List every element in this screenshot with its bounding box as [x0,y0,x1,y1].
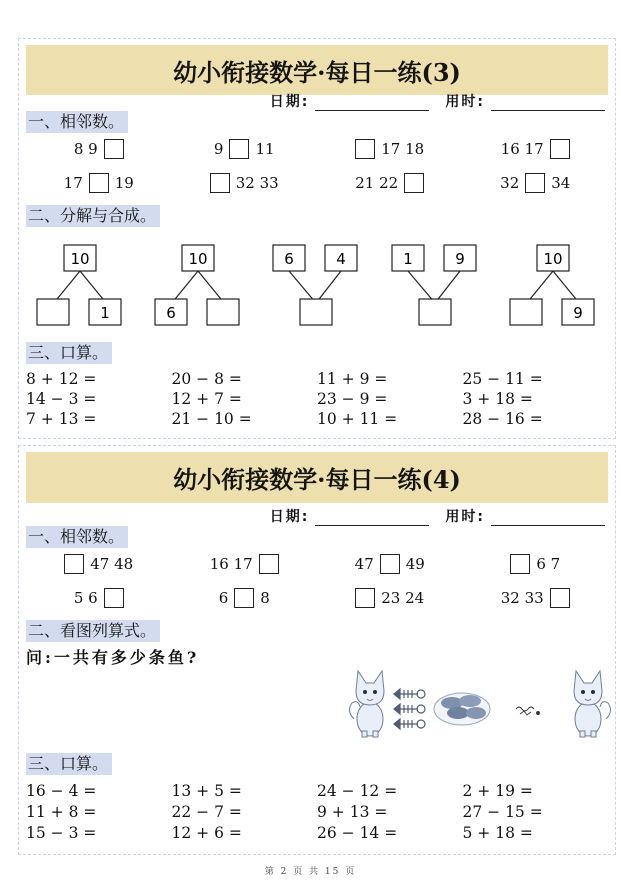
answer-box[interactable] [550,588,570,608]
section-label-mental-math: 三、口算。 [26,753,112,775]
svg-text:10: 10 [188,250,208,268]
adjacent-row [26,586,608,610]
section-label-picture: 二、看图列算式。 [26,620,160,642]
fish-scraps-icon [516,707,540,715]
adjacent-item: 23 24 [317,586,463,610]
adjacent-row [26,552,608,576]
adjacent-row [26,171,608,195]
adjacent-item: 16 17 [172,552,318,576]
date-field[interactable] [315,510,429,526]
fish-bone-icon [394,689,425,729]
calc-item: 16 − 4 = [26,782,97,800]
calc-item: 24 − 12 = [317,782,398,800]
section-label-decompose: 二、分解与合成。 [26,205,160,227]
calc-item: 7 + 13 = [26,410,97,428]
date-field[interactable] [315,95,429,111]
svg-text:9: 9 [573,304,583,322]
number-tree [153,243,243,327]
time-label: 用时: [445,509,485,525]
adjacent-item: 9 11 [213,140,275,158]
answer-box[interactable] [525,173,545,193]
calc-item: 8 + 12 = [26,370,97,388]
calc-item: 3 + 18 = [462,390,533,408]
time-field[interactable] [491,95,605,111]
fish-picture [344,661,614,741]
adjacent-item: 47 49 [354,555,425,573]
calc-row [26,781,608,801]
adjacent-item: 17 19 [63,174,134,192]
calc-item: 11 + 8 = [26,803,97,821]
page-footer: 第 2 页 共 15 页 [264,867,357,877]
picture-question: 问:一共有多少条鱼? [26,648,200,667]
calc-item: 9 + 13 = [317,803,388,821]
meta-row [270,91,605,111]
answer-box[interactable] [229,139,249,159]
adjacent-item: 32 33 [172,171,318,195]
decompose-trees [19,243,617,327]
answer-box[interactable] [104,588,124,608]
svg-text:4: 4 [336,250,346,268]
worksheet-4 [18,445,616,855]
answer-box[interactable] [234,588,254,608]
calc-item: 20 − 8 = [171,370,242,388]
svg-text:1: 1 [100,304,110,322]
calc-row [26,823,608,843]
meta-row [270,506,605,526]
calc-row [26,389,608,409]
calc-item: 10 + 11 = [317,410,398,428]
calc-item: 25 − 11 = [462,370,543,388]
answer-box[interactable] [64,554,84,574]
worksheet-3 [18,38,616,439]
answer-box[interactable] [550,139,570,159]
calc-item: 2 + 19 = [462,782,533,800]
answer-box[interactable] [89,173,109,193]
svg-text:6: 6 [284,250,294,268]
cat-icon [574,671,611,737]
calc-item: 14 − 3 = [26,390,97,408]
adjacent-row [26,137,608,161]
answer-box[interactable] [380,554,400,574]
calc-row [26,409,608,429]
svg-text:9: 9 [455,250,465,268]
answer-box[interactable] [104,139,124,159]
svg-text:6: 6 [166,304,176,322]
number-tree [271,243,361,327]
number-tree [390,243,480,327]
time-label: 用时: [445,94,485,110]
worksheet-title: 幼小衔接数学·每日一练(4) [26,452,608,503]
date-label: 日期: [269,94,310,110]
answer-box[interactable] [210,173,230,193]
adjacent-item: 6 8 [218,589,270,607]
section-label-adjacent: 一、相邻数。 [26,111,128,133]
number-tree [35,243,125,327]
svg-text:10: 10 [543,250,563,268]
calc-item: 22 − 7 = [171,803,242,821]
calc-item: 11 + 9 = [317,370,388,388]
adjacent-item: 5 6 [26,586,172,610]
adjacent-item: 21 22 [317,171,463,195]
section-label-adjacent: 一、相邻数。 [26,526,128,548]
date-label: 日期: [269,509,310,525]
adjacent-item: 6 7 [463,552,609,576]
adjacent-item: 16 17 [463,137,609,161]
adjacent-item: 47 48 [26,552,172,576]
calc-item: 27 − 15 = [462,803,543,821]
adjacent-item: 8 9 [26,137,172,161]
worksheet-title: 幼小衔接数学·每日一练(3) [26,45,608,95]
answer-box[interactable] [404,173,424,193]
calc-item: 21 − 10 = [171,410,252,428]
calc-item: 13 + 5 = [171,782,242,800]
answer-box[interactable] [259,554,279,574]
answer-box[interactable] [355,139,375,159]
adjacent-item: 32 34 [500,174,571,192]
adjacent-item: 17 18 [317,137,463,161]
answer-box[interactable] [355,588,375,608]
calc-item: 15 − 3 = [26,824,97,842]
time-field[interactable] [491,510,605,526]
svg-text:1: 1 [403,250,413,268]
calc-item: 23 − 9 = [317,390,388,408]
answer-box[interactable] [510,554,530,574]
cat-icon [349,671,384,737]
number-tree [508,243,598,327]
fish-plate-icon [434,693,490,725]
calc-item: 5 + 18 = [462,824,533,842]
calc-item: 12 + 6 = [171,824,242,842]
calc-row [26,802,608,822]
calc-item: 26 − 14 = [317,824,398,842]
svg-text:10: 10 [70,250,90,268]
calc-item: 12 + 7 = [171,390,242,408]
section-label-mental-math: 三、口算。 [26,342,112,364]
adjacent-item: 32 33 [463,586,609,610]
calc-item: 28 − 16 = [462,410,543,428]
calc-row [26,369,608,389]
